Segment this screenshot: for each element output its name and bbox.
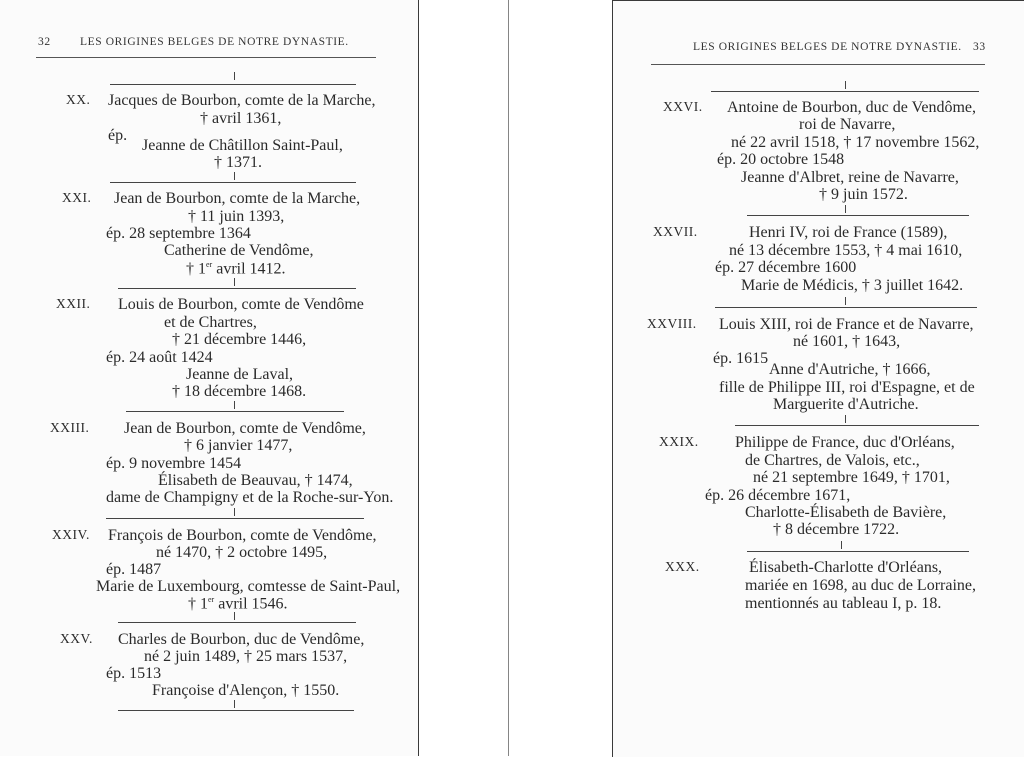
entry-line: † avril 1361, <box>200 110 282 127</box>
lineage-separator <box>118 622 356 623</box>
entry-line: Jean de Bourbon, comte de Vendôme, <box>124 420 366 437</box>
entry-line: né 1601, † 1643, <box>793 333 901 350</box>
lineage-separator <box>715 307 977 308</box>
lineage-tick <box>845 415 846 423</box>
generation-number: XXI. <box>62 190 92 205</box>
right-page <box>612 0 1024 757</box>
lineage-tick <box>234 72 235 80</box>
entry-line: Jean de Bourbon, comte de la Marche, <box>114 190 361 207</box>
entry-line: ép. 9 novembre 1454 <box>106 455 242 472</box>
generation-number: XXVII. <box>653 224 698 239</box>
entry-line: † 1er avril 1412. <box>186 260 286 278</box>
entry-line: né 21 septembre 1649, † 1701, <box>753 469 950 486</box>
lineage-tick <box>845 297 846 305</box>
entry-line: Henri IV, roi de France (1589), <box>749 224 948 241</box>
entry-line: † 21 décembre 1446, <box>172 331 307 348</box>
entry-line: Élisabeth-Charlotte d'Orléans, <box>749 559 943 576</box>
entry-line: ép. 26 décembre 1671, <box>705 487 851 504</box>
entry-line: ép. 20 octobre 1548 <box>717 151 845 168</box>
lineage-separator <box>106 518 364 519</box>
entry-line: ép. 28 septembre 1364 <box>106 225 251 242</box>
entry-line: ép. 1487 <box>106 561 162 578</box>
running-head: LES ORIGINES BELGES DE NOTRE DYNASTIE. <box>693 41 962 53</box>
lineage-separator <box>118 710 354 711</box>
generation-number: XXX. <box>665 559 700 574</box>
entry-line: Jeanne de Laval, <box>186 366 294 383</box>
lineage-separator <box>711 91 979 92</box>
entry-line: Antoine de Bourbon, duc de Vendôme, <box>727 99 976 116</box>
page-number: 33 <box>973 41 986 53</box>
lineage-tick <box>234 401 235 409</box>
header-rule <box>36 57 376 58</box>
entry-line: Jacques de Bourbon, comte de la Marche, <box>108 92 376 109</box>
lineage-separator <box>110 84 356 85</box>
generation-number: XXVI. <box>663 99 703 114</box>
header-rule <box>651 64 985 65</box>
entry-line: ép. 1513 <box>106 665 162 682</box>
left-page <box>0 0 419 756</box>
entry-line: † 9 juin 1572. <box>819 186 908 203</box>
entry-line: ép. <box>108 127 128 144</box>
entry-line: fille de Philippe III, roi d'Espagne, et de <box>719 379 975 396</box>
entry-line: mariée en 1698, au duc de Lorraine, <box>745 577 977 594</box>
lineage-separator <box>735 425 979 426</box>
entry-line: Charlotte-Élisabeth de Bavière, <box>745 504 947 521</box>
lineage-tick <box>234 612 235 620</box>
entry-line: Catherine de Vendôme, <box>164 242 314 259</box>
entry-line: † 18 décembre 1468. <box>172 383 307 400</box>
lineage-separator <box>118 288 356 289</box>
page-number: 32 <box>38 36 51 48</box>
lineage-separator <box>747 215 969 216</box>
entry-line: ép. 1615 <box>713 350 769 367</box>
entry-line: ép. 27 décembre 1600 <box>715 259 857 276</box>
lineage-tick <box>234 278 235 286</box>
entry-line: François de Bourbon, comte de Vendôme, <box>108 527 377 544</box>
entry-line: † 1371. <box>214 154 262 171</box>
lineage-tick <box>234 172 235 180</box>
entry-line: Philippe de France, duc d'Orléans, <box>735 434 955 451</box>
entry-line: Charles de Bourbon, duc de Vendôme, <box>118 631 365 648</box>
lineage-tick <box>845 205 846 213</box>
entry-line: Élisabeth de Beauvau, † 1474, <box>158 472 353 489</box>
entry-line: né 13 décembre 1553, † 4 mai 1610, <box>729 242 963 259</box>
entry-line: Françoise d'Alençon, † 1550. <box>152 682 340 699</box>
running-head: LES ORIGINES BELGES DE NOTRE DYNASTIE. <box>80 36 349 48</box>
book-gutter <box>508 0 509 756</box>
generation-number: XXIX. <box>659 434 699 449</box>
lineage-tick <box>234 508 235 516</box>
entry-line: † 6 janvier 1477, <box>184 437 293 454</box>
generation-number: XXII. <box>56 296 91 311</box>
entry-line: né 22 avril 1518, † 17 novembre 1562, <box>731 134 980 151</box>
lineage-separator <box>747 551 969 552</box>
lineage-tick <box>841 541 842 549</box>
lineage-tick <box>845 81 846 89</box>
entry-line: Louis de Bourbon, comte de Vendôme <box>118 296 364 313</box>
lineage-separator <box>110 182 356 183</box>
entry-line: Marguerite d'Autriche. <box>773 396 919 413</box>
entry-line: roi de Navarre, <box>799 116 896 133</box>
generation-number: XXV. <box>60 631 93 646</box>
generation-number: XXVIII. <box>647 316 697 331</box>
entry-line: et de Chartres, <box>164 314 257 331</box>
entry-line: Anne d'Autriche, † 1666, <box>769 361 931 378</box>
lineage-separator <box>126 411 344 412</box>
entry-line: † 1er avril 1546. <box>188 595 288 613</box>
entry-line: dame de Champigny et de la Roche-sur-Yon. <box>106 489 394 506</box>
generation-number: XXIII. <box>50 420 90 435</box>
generation-number: XXIV. <box>52 527 90 542</box>
lineage-tick <box>234 700 235 708</box>
entry-line: Louis XIII, roi de France et de Navarre, <box>719 316 974 333</box>
generation-number: XX. <box>66 92 91 107</box>
entry-line: mentionnés au tableau I, p. 18. <box>745 595 942 612</box>
entry-line: † 8 décembre 1722. <box>773 521 900 538</box>
entry-line: Jeanne d'Albret, reine de Navarre, <box>741 169 959 186</box>
entry-line: Marie de Luxembourg, comtesse de Saint-Paul, <box>96 578 401 595</box>
entry-line: de Chartres, de Valois, etc., <box>745 452 920 469</box>
entry-line: né 2 juin 1489, † 25 mars 1537, <box>144 648 348 665</box>
entry-line: Marie de Médicis, † 3 juillet 1642. <box>741 277 964 294</box>
entry-line: ép. 24 août 1424 <box>106 349 213 366</box>
entry-line: Jeanne de Châtillon Saint-Paul, <box>142 137 343 154</box>
entry-line: né 1470, † 2 octobre 1495, <box>156 544 328 561</box>
entry-line: † 11 juin 1393, <box>188 208 285 225</box>
